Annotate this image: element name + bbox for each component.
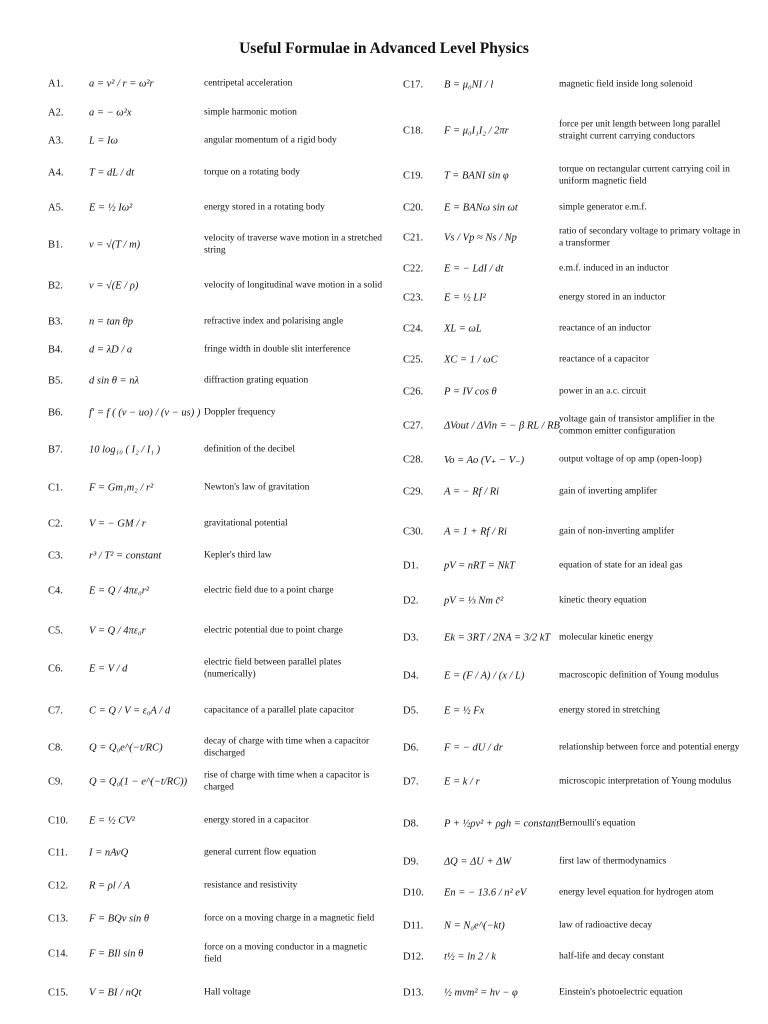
formula-code: C9. xyxy=(48,776,63,788)
formula-expression: Q = Q₀e^(−t/RC) xyxy=(89,742,163,754)
formula-expression: E = (F / A) / (x / L) xyxy=(444,670,525,682)
formula-description: gain of non-inverting amplifer xyxy=(559,526,675,537)
formula-code: A1. xyxy=(48,78,64,90)
formula-description: angular momentum of a rigid body xyxy=(204,135,337,146)
formula-code: D9. xyxy=(403,856,419,868)
formula-code: C3. xyxy=(48,550,63,562)
formula-description: energy stored in an inductor xyxy=(559,292,666,303)
formula-code: A4. xyxy=(48,167,64,179)
formula-description: gain of inverting amplifer xyxy=(559,486,657,497)
formula-expression: T = dL / dt xyxy=(89,167,135,179)
formula-code: B3. xyxy=(48,316,63,328)
formula-description: diffraction grating equation xyxy=(204,375,309,386)
formula-expression: F = BQv sin θ xyxy=(89,913,150,925)
formula-code: B6. xyxy=(48,407,63,419)
formula-expression: d sin θ = nλ xyxy=(89,375,140,387)
formula-description: rise of charge with time when a capacitor is charged xyxy=(204,770,370,792)
formula-code: C23. xyxy=(403,292,424,304)
formula-expression: Q = Q₀(1 − e^(−t/RC)) xyxy=(89,776,188,788)
formula-code: A3. xyxy=(48,135,64,147)
formula-description: definition of the decibel xyxy=(204,444,296,455)
formula-code: C8. xyxy=(48,742,63,754)
formula-description: torque on a rotating body xyxy=(204,167,301,178)
formula-expression: Vs / Vp ≈ Ns / Np xyxy=(444,232,517,244)
formula-expression: ΔQ = ΔU + ΔW xyxy=(444,856,512,868)
formula-description: Kepler's third law xyxy=(204,550,272,561)
formula-expression: E = ½ Fx xyxy=(444,705,485,717)
formula-expression: XC = 1 / ωC xyxy=(444,354,498,366)
formula-code: D3. xyxy=(403,632,419,644)
formula-description: reactance of an inductor xyxy=(559,323,651,334)
formula-description: electric potential due to point charge xyxy=(204,625,343,636)
formula-expression: ΔVout / ΔVin = − β RL / RB xyxy=(444,420,560,432)
formula-expression: B = μ₀NI / l xyxy=(444,79,494,91)
formula-description: kinetic theory equation xyxy=(559,595,647,606)
formula-code: C18. xyxy=(403,125,424,137)
formula-code: D8. xyxy=(403,818,419,830)
formula-description: Bernoulli's equation xyxy=(559,818,636,829)
formula-code: C30. xyxy=(403,526,424,538)
formula-expression: E = ½ LI² xyxy=(444,292,486,304)
formula-description: ratio of secondary voltage to primary voltage in a transformer xyxy=(559,226,741,248)
formula-code: A5. xyxy=(48,202,64,214)
formula-expression: a = v² / r = ω²r xyxy=(89,78,154,90)
formula-description: decay of charge with time when a capacitor discharged xyxy=(204,736,370,758)
formula-description: simple generator e.m.f. xyxy=(559,202,647,213)
formula-code: C25. xyxy=(403,354,424,366)
formula-description: electric field between parallel plates (numerically) xyxy=(204,657,342,679)
formula-description: resistance and resistivity xyxy=(204,880,298,891)
formula-expression: v = √(T / m) xyxy=(89,239,141,251)
formula-description: force on a moving conductor in a magnetic field xyxy=(204,942,368,964)
formula-code: C17. xyxy=(403,79,424,91)
formula-expression: F = BIl sin θ xyxy=(89,948,144,960)
formula-description: voltage gain of transistor amplifier in the common emitter configuration xyxy=(559,414,715,436)
formula-description: velocity of traverse wave motion in a stretched string xyxy=(204,233,383,255)
formula-code: C1. xyxy=(48,482,63,494)
formula-code: D7. xyxy=(403,776,419,788)
formula-expression: V = Q / 4πε₀r xyxy=(89,625,146,637)
formula-expression: XL = ωL xyxy=(444,323,482,335)
formula-expression: E = ½ Iω² xyxy=(89,202,133,214)
formula-description: power in an a.c. circuit xyxy=(559,386,647,397)
formula-code: D4. xyxy=(403,670,419,682)
formula-description: simple harmonic motion xyxy=(204,107,297,118)
formula-description: first law of thermodynamics xyxy=(559,856,667,867)
formula-expression: A = 1 + Rf / Ri xyxy=(444,526,507,538)
formula-code: C29. xyxy=(403,486,424,498)
formula-description: force per unit length between long parallel straight current carrying conductors xyxy=(559,119,721,141)
formula-code: C5. xyxy=(48,625,63,637)
formula-expression: F = Gm₁m₂ / r² xyxy=(89,482,154,494)
formula-description: energy stored in stretching xyxy=(559,705,660,716)
formula-expression: ½ mvm² = hv − φ xyxy=(444,987,518,999)
formula-description: macroscopic definition of Young modulus xyxy=(559,670,719,681)
formula-expression: f′ = f ( (v − uo) / (v − us) ) xyxy=(89,407,201,419)
formula-expression: pV = nRT = NkT xyxy=(444,560,515,572)
formula-description: reactance of a capacitor xyxy=(559,354,649,365)
formula-code: C14. xyxy=(48,948,69,960)
formula-code: D11. xyxy=(403,920,424,932)
formula-expression: I = nAvQ xyxy=(89,847,129,859)
formula-expression: A = − Rf / Ri xyxy=(444,486,500,498)
formula-code: C12. xyxy=(48,880,69,892)
formula-description: Newton's law of gravitation xyxy=(204,482,310,493)
formula-code: C2. xyxy=(48,518,63,530)
formula-code: C10. xyxy=(48,815,69,827)
formula-code: D6. xyxy=(403,742,419,754)
formula-description: energy stored in a rotating body xyxy=(204,202,325,213)
formula-description: half-life and decay constant xyxy=(559,951,665,962)
formula-expression: E = k / r xyxy=(444,776,480,788)
formula-code: D12. xyxy=(403,951,424,963)
formula-expression: E = V / d xyxy=(89,663,128,675)
formula-description: energy level equation for hydrogen atom xyxy=(559,887,714,898)
formula-code: C13. xyxy=(48,913,69,925)
formula-code: D5. xyxy=(403,705,419,717)
formula-description: refractive index and polarising angle xyxy=(204,316,344,327)
formula-expression: T = BANI sin φ xyxy=(444,170,509,182)
formula-expression: t½ = ln 2 / k xyxy=(444,951,496,963)
formula-description: Doppler frequency xyxy=(204,407,276,418)
formula-code: D13. xyxy=(403,987,424,999)
formula-description: electric field due to a point charge xyxy=(204,585,334,596)
formula-expression: En = − 13.6 / n² eV xyxy=(444,887,527,899)
formula-description: gravitational potential xyxy=(204,518,288,529)
formula-description: velocity of longitudinal wave motion in a solid xyxy=(204,280,383,291)
formula-expression: V = BI / nQt xyxy=(89,987,142,999)
formula-code: D2. xyxy=(403,595,419,607)
formula-code: C22. xyxy=(403,263,424,275)
formula-code: C26. xyxy=(403,386,424,398)
formula-description: Hall voltage xyxy=(204,987,251,998)
formula-code: C4. xyxy=(48,585,63,597)
formula-description: law of radioactive decay xyxy=(559,920,653,931)
formula-expression: N = N₀e^(−kt) xyxy=(444,920,505,932)
formula-description: magnetic field inside long solenoid xyxy=(559,79,693,90)
formula-expression: d = λD / a xyxy=(89,344,133,356)
formula-code: B4. xyxy=(48,344,63,356)
page-title: Useful Formulae in Advanced Level Physics xyxy=(239,40,529,57)
formula-expression: Vo = Ao (V₊ − V₋) xyxy=(444,455,525,466)
formula-expression: P + ½ρv² + ρgh = constant xyxy=(444,818,560,830)
formula-code: C7. xyxy=(48,705,63,717)
formula-expression: 10 log₁₀ ( I₂ / I₁ ) xyxy=(89,444,161,456)
formula-code: C28. xyxy=(403,454,424,466)
formula-code: C20. xyxy=(403,202,424,214)
formula-code: C24. xyxy=(403,323,424,335)
formula-description: energy stored in a capacitor xyxy=(204,815,309,826)
formula-expression: P = IV cos θ xyxy=(444,386,497,398)
formula-code: D1. xyxy=(403,560,419,572)
formula-expression: Ek = 3RT / 2NA = 3/2 kT xyxy=(444,632,551,644)
formula-code: D10. xyxy=(403,887,424,899)
formula-expression: E = − LdI / dt xyxy=(444,263,504,275)
formula-description: capacitance of a parallel plate capacitor xyxy=(204,705,355,716)
formula-description: general current flow equation xyxy=(204,847,317,858)
formula-expression: E = Q / 4πε₀r² xyxy=(89,585,150,597)
formula-description: relationship between force and potential energy xyxy=(559,742,740,753)
formula-description: equation of state for an ideal gas xyxy=(559,560,683,571)
formula-description: molecular kinetic energy xyxy=(559,632,654,643)
formula-code: B5. xyxy=(48,375,63,387)
formula-description: output voltage of op amp (open-loop) xyxy=(559,454,702,465)
formula-expression: F = − dU / dr xyxy=(444,742,503,754)
formula-description: Einstein's photoelectric equation xyxy=(559,987,683,998)
formula-expression: F = μ₀I₁I₂ / 2πr xyxy=(444,125,509,137)
formula-description: microscopic interpretation of Young modulus xyxy=(559,776,732,787)
formula-code: A2. xyxy=(48,107,64,119)
formula-expression: V = − GM / r xyxy=(89,518,146,530)
formula-expression: v = √(E / ρ) xyxy=(89,280,139,292)
formula-description: torque on rectangular current carrying coil in uniform magnetic field xyxy=(559,164,730,186)
formula-code: C15. xyxy=(48,987,69,999)
formula-description: force on a moving charge in a magnetic field xyxy=(204,913,375,924)
formula-description: e.m.f. induced in an inductor xyxy=(559,263,669,274)
formula-code: C21. xyxy=(403,232,424,244)
formula-code: B1. xyxy=(48,239,63,251)
formula-code: B7. xyxy=(48,444,63,456)
formula-expression: a = − ω²x xyxy=(89,107,132,119)
formula-expression: E = BANω sin ωt xyxy=(444,202,518,214)
formula-code: C27. xyxy=(403,420,424,432)
formula-expression: r³ / T² = constant xyxy=(89,550,162,562)
formula-code: B2. xyxy=(48,280,63,292)
formula-description: centripetal acceleration xyxy=(204,78,293,89)
formula-code: C11. xyxy=(48,847,68,859)
formula-expression: pV = ⅓ Nm c̄² xyxy=(444,595,504,607)
formula-expression: E = ½ CV² xyxy=(89,815,135,827)
formula-description: fringe width in double slit interference xyxy=(204,344,351,355)
formula-expression: R = ρl / A xyxy=(89,880,131,892)
formula-expression: C = Q / V = ε₀A / d xyxy=(89,705,171,717)
formula-expression: L = Iω xyxy=(89,135,118,147)
formula-code: C19. xyxy=(403,170,424,182)
formula-expression: n = tan θp xyxy=(89,316,134,328)
formula-code: C6. xyxy=(48,663,63,675)
